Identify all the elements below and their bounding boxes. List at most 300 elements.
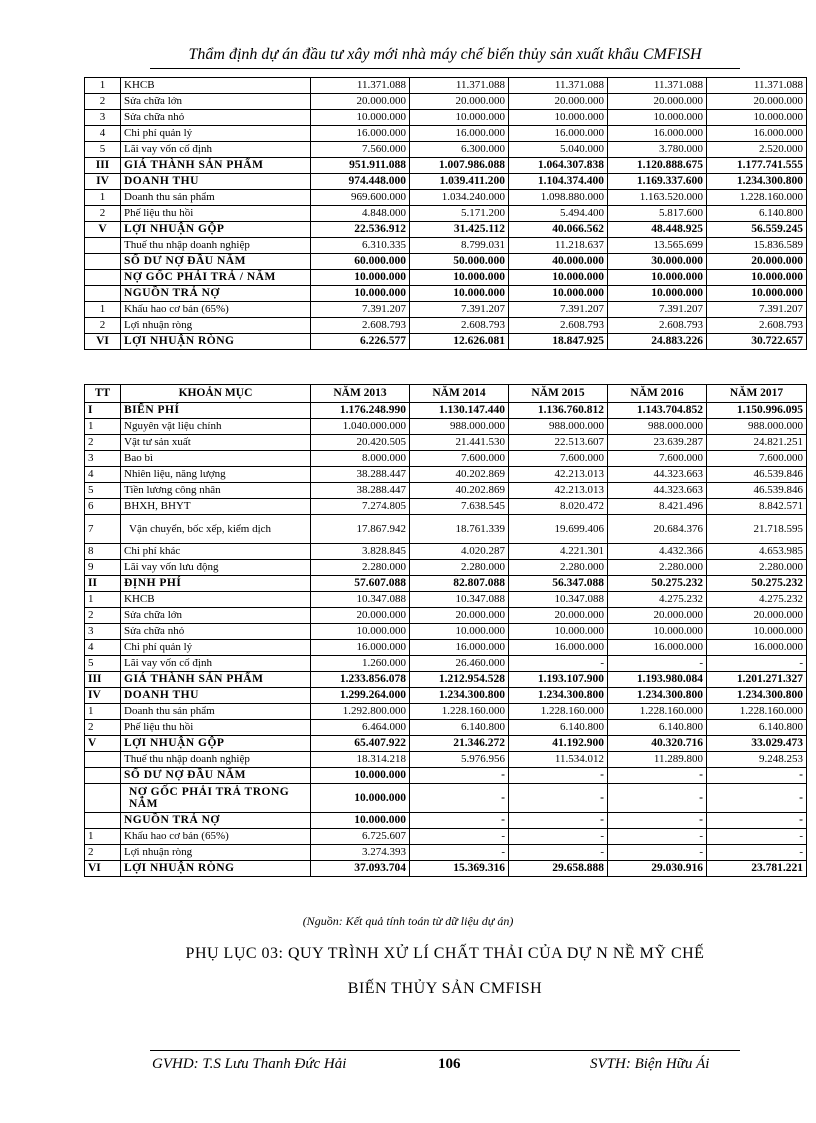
row-label: Lợi nhuận ròng — [121, 318, 311, 334]
table-row — [85, 784, 807, 813]
table-row — [85, 254, 807, 270]
row-label: DOANH THU — [121, 688, 311, 704]
row-value: 10.000.000 — [509, 624, 608, 640]
row-value: 10.347.088 — [311, 592, 410, 608]
row-value: 30.722.657 — [707, 334, 807, 350]
table-row — [85, 483, 807, 499]
row-label: DOANH THU — [121, 174, 311, 190]
row-value: 20.000.000 — [707, 94, 807, 110]
table-row — [85, 142, 807, 158]
row-value: 8.421.496 — [608, 499, 707, 515]
row-value: 6.725.607 — [311, 829, 410, 845]
row-tt: 2 — [85, 318, 121, 334]
table-row — [85, 640, 807, 656]
row-value: 16.000.000 — [509, 126, 608, 142]
row-value: 5.976.956 — [410, 752, 509, 768]
row-value: 8.000.000 — [311, 451, 410, 467]
row-value: 11.371.088 — [707, 78, 807, 94]
row-value: 2.280.000 — [608, 560, 707, 576]
row-value: 44.323.663 — [608, 467, 707, 483]
row-value: 46.539.846 — [707, 467, 807, 483]
row-label: NỢ GỐC PHẢI TRẢ / NĂM — [121, 270, 311, 286]
row-tt — [85, 768, 121, 784]
row-value: 8.842.571 — [707, 499, 807, 515]
row-label: Sửa chữa lớn — [121, 608, 311, 624]
row-value: - — [608, 845, 707, 861]
row-label: Chi phí quản lý — [121, 126, 311, 142]
row-tt: V — [85, 736, 121, 752]
table-row — [85, 286, 807, 302]
row-value: 12.626.081 — [410, 334, 509, 350]
row-value: 1.177.741.555 — [707, 158, 807, 174]
row-value: 11.534.012 — [509, 752, 608, 768]
row-value: 10.347.088 — [410, 592, 509, 608]
row-value: 50.275.232 — [608, 576, 707, 592]
table-row — [85, 515, 807, 544]
row-label: NGUỒN TRẢ NỢ — [121, 286, 311, 302]
row-value: 21.346.272 — [410, 736, 509, 752]
row-value: 2.608.793 — [410, 318, 509, 334]
row-value: 20.000.000 — [707, 608, 807, 624]
row-value: 2.520.000 — [707, 142, 807, 158]
table-row — [85, 845, 807, 861]
row-label: BHXH, BHYT — [121, 499, 311, 515]
row-tt: VI — [85, 861, 121, 877]
row-value: 48.448.925 — [608, 222, 707, 238]
table-row — [85, 861, 807, 877]
table-header-row — [85, 385, 807, 403]
row-value: 1.201.271.327 — [707, 672, 807, 688]
row-value: 21.441.530 — [410, 435, 509, 451]
row-value: 21.718.595 — [707, 515, 807, 544]
row-tt: 3 — [85, 110, 121, 126]
row-value: 988.000.000 — [608, 419, 707, 435]
row-value: 7.600.000 — [509, 451, 608, 467]
row-tt: 1 — [85, 419, 121, 435]
row-value: 11.371.088 — [509, 78, 608, 94]
row-value: 10.000.000 — [608, 286, 707, 302]
row-tt — [85, 270, 121, 286]
row-value: 1.299.264.000 — [311, 688, 410, 704]
row-value: 1.098.880.000 — [509, 190, 608, 206]
table-row — [85, 419, 807, 435]
row-value: 6.140.800 — [707, 206, 807, 222]
row-value: 56.347.088 — [509, 576, 608, 592]
row-tt: 2 — [85, 94, 121, 110]
row-label: LỢI NHUẬN RÒNG — [121, 861, 311, 877]
row-value: 16.000.000 — [707, 126, 807, 142]
row-value: 5.040.000 — [509, 142, 608, 158]
row-value: 22.536.912 — [311, 222, 410, 238]
row-value: 20.000.000 — [707, 254, 807, 270]
row-value: 16.000.000 — [509, 640, 608, 656]
row-value: 1.163.520.000 — [608, 190, 707, 206]
row-value: 10.000.000 — [311, 784, 410, 813]
row-value: 10.000.000 — [311, 270, 410, 286]
row-value: 10.000.000 — [410, 270, 509, 286]
row-tt: 5 — [85, 656, 121, 672]
table-row — [85, 238, 807, 254]
row-tt: III — [85, 672, 121, 688]
row-value: 40.320.716 — [608, 736, 707, 752]
row-value: - — [410, 784, 509, 813]
row-value: 4.020.287 — [410, 544, 509, 560]
row-value: 1.228.160.000 — [608, 704, 707, 720]
row-value: 10.000.000 — [707, 270, 807, 286]
row-label: Nguyên vật liệu chính — [121, 419, 311, 435]
row-label: GIÁ THÀNH SẢN PHẨM — [121, 158, 311, 174]
row-value: 1.193.107.900 — [509, 672, 608, 688]
table-row — [85, 158, 807, 174]
row-value: 11.371.088 — [410, 78, 509, 94]
row-value: 1.228.160.000 — [509, 704, 608, 720]
row-value: 65.407.922 — [311, 736, 410, 752]
table-row — [85, 608, 807, 624]
row-value: 2.608.793 — [311, 318, 410, 334]
row-tt — [85, 813, 121, 829]
row-label: Lãi vay vốn cố định — [121, 656, 311, 672]
row-value: 10.000.000 — [311, 624, 410, 640]
row-tt — [85, 286, 121, 302]
row-value: 2.608.793 — [707, 318, 807, 334]
row-value: 1.040.000.000 — [311, 419, 410, 435]
row-label: Lãi vay vốn lưu động — [121, 560, 311, 576]
row-value: - — [608, 784, 707, 813]
row-value: 4.275.232 — [707, 592, 807, 608]
row-value: 6.310.335 — [311, 238, 410, 254]
row-value: 19.699.406 — [509, 515, 608, 544]
row-value: 33.029.473 — [707, 736, 807, 752]
table-row — [85, 302, 807, 318]
table-row — [85, 813, 807, 829]
row-value: 46.539.846 — [707, 483, 807, 499]
row-value: 10.000.000 — [608, 270, 707, 286]
table-row — [85, 126, 807, 142]
table-row — [85, 94, 807, 110]
table-row — [85, 435, 807, 451]
row-label: Sửa chữa nhỏ — [121, 110, 311, 126]
row-value: - — [608, 768, 707, 784]
appendix-title-line1: PHỤ LỤC 03: QUY TRÌNH XỬ LÍ CHẤT THẢI CỦA DỰ N NỀ MỸ CHẾ — [185, 945, 705, 962]
row-tt: III — [85, 158, 121, 174]
row-tt: 2 — [85, 608, 121, 624]
row-value: 7.600.000 — [410, 451, 509, 467]
row-tt: 3 — [85, 624, 121, 640]
row-value: 40.066.562 — [509, 222, 608, 238]
row-tt: 2 — [85, 845, 121, 861]
row-value: - — [509, 829, 608, 845]
row-value: 7.274.805 — [311, 499, 410, 515]
row-value: 20.000.000 — [311, 608, 410, 624]
row-value: 10.000.000 — [410, 110, 509, 126]
row-value: 7.391.207 — [608, 302, 707, 318]
row-value: 11.289.800 — [608, 752, 707, 768]
row-value: 7.600.000 — [707, 451, 807, 467]
table-row — [85, 334, 807, 350]
row-value: 9.248.253 — [707, 752, 807, 768]
row-tt — [85, 254, 121, 270]
row-value: 16.000.000 — [311, 126, 410, 142]
row-value: - — [608, 656, 707, 672]
table-row — [85, 403, 807, 419]
row-value: 23.781.221 — [707, 861, 807, 877]
footer-supervisor: GVHD: T.S Lưu Thanh Đức Hải — [152, 1056, 347, 1072]
row-value: 41.192.900 — [509, 736, 608, 752]
row-value: 1.234.300.800 — [509, 688, 608, 704]
row-value: 2.608.793 — [608, 318, 707, 334]
row-value: 1.120.888.675 — [608, 158, 707, 174]
row-value: 20.000.000 — [608, 608, 707, 624]
row-value: 1.228.160.000 — [410, 704, 509, 720]
row-tt: 1 — [85, 592, 121, 608]
row-value: 22.513.607 — [509, 435, 608, 451]
row-label: Phế liệu thu hồi — [121, 720, 311, 736]
row-value: 16.000.000 — [608, 126, 707, 142]
row-value: 26.460.000 — [410, 656, 509, 672]
table-row — [85, 736, 807, 752]
row-tt — [85, 752, 121, 768]
row-tt: 4 — [85, 467, 121, 483]
row-value: 5.171.200 — [410, 206, 509, 222]
table-row — [85, 829, 807, 845]
row-value: 1.104.374.400 — [509, 174, 608, 190]
row-value: 1.212.954.528 — [410, 672, 509, 688]
row-value: 50.000.000 — [410, 254, 509, 270]
row-value: 10.000.000 — [410, 286, 509, 302]
row-value: 988.000.000 — [410, 419, 509, 435]
row-value: 40.202.869 — [410, 483, 509, 499]
row-value: 23.639.287 — [608, 435, 707, 451]
row-label: Bao bì — [121, 451, 311, 467]
row-value: 56.559.245 — [707, 222, 807, 238]
col-header-khoan-muc: KHOẢN MỤC — [121, 385, 311, 403]
table-row — [85, 110, 807, 126]
row-value: 38.288.447 — [311, 483, 410, 499]
row-label: Khấu hao cơ bản (65%) — [121, 302, 311, 318]
row-value: - — [509, 845, 608, 861]
row-value: 1.150.996.095 — [707, 403, 807, 419]
row-value: 10.000.000 — [311, 813, 410, 829]
row-tt: I — [85, 403, 121, 419]
row-value: - — [707, 656, 807, 672]
row-value: 10.000.000 — [509, 270, 608, 286]
row-value: 31.425.112 — [410, 222, 509, 238]
table-row — [85, 190, 807, 206]
row-value: 18.314.218 — [311, 752, 410, 768]
row-value: 5.494.400 — [509, 206, 608, 222]
row-tt: 9 — [85, 560, 121, 576]
row-value: 1.143.704.852 — [608, 403, 707, 419]
row-value: 10.347.088 — [509, 592, 608, 608]
row-label: Khấu hao cơ bản (65%) — [121, 829, 311, 845]
row-label: Doanh thu sản phẩm — [121, 704, 311, 720]
row-value: 1.169.337.600 — [608, 174, 707, 190]
page-header-title: Thẩm định dự án đầu tư xây mới nhà máy chế biến thủy sản xuất khẩu CMFISH — [188, 46, 702, 63]
table-row — [85, 768, 807, 784]
row-value: - — [509, 784, 608, 813]
row-value: 40.000.000 — [509, 254, 608, 270]
row-value: 10.000.000 — [707, 286, 807, 302]
row-value: 38.288.447 — [311, 467, 410, 483]
row-value: 10.000.000 — [707, 110, 807, 126]
row-value: 16.000.000 — [707, 640, 807, 656]
row-value: 10.000.000 — [311, 286, 410, 302]
row-value: 1.234.300.800 — [608, 688, 707, 704]
table-row — [85, 544, 807, 560]
row-tt: II — [85, 576, 121, 592]
row-label: LỢI NHUẬN RÒNG — [121, 334, 311, 350]
row-value: 1.034.240.000 — [410, 190, 509, 206]
table-row — [85, 720, 807, 736]
row-value: 988.000.000 — [707, 419, 807, 435]
row-value: 2.280.000 — [707, 560, 807, 576]
col-header-tt: TT — [85, 385, 121, 403]
table-row — [85, 576, 807, 592]
footer-rule — [150, 1050, 740, 1051]
row-value: - — [509, 768, 608, 784]
row-label: LỢI NHUẬN GỘP — [121, 736, 311, 752]
row-value: 2.280.000 — [509, 560, 608, 576]
row-value: 10.000.000 — [608, 110, 707, 126]
row-label: NGUỒN TRẢ NỢ — [121, 813, 311, 829]
page-number: 106 — [438, 1056, 461, 1072]
row-value: 17.867.942 — [311, 515, 410, 544]
row-label: Thuế thu nhập doanh nghiệp — [121, 238, 311, 254]
row-value: 82.807.088 — [410, 576, 509, 592]
row-value: 24.821.251 — [707, 435, 807, 451]
row-tt: 2 — [85, 206, 121, 222]
row-value: 5.817.600 — [608, 206, 707, 222]
row-value: 16.000.000 — [410, 126, 509, 142]
row-value: 7.391.207 — [410, 302, 509, 318]
row-value: 11.371.088 — [311, 78, 410, 94]
row-value: 2.280.000 — [311, 560, 410, 576]
row-value: 1.234.300.800 — [707, 174, 807, 190]
row-value: 18.761.339 — [410, 515, 509, 544]
table-row — [85, 206, 807, 222]
row-value: - — [410, 829, 509, 845]
appendix-title-line2: BIẾN THỦY SẢN CMFISH — [347, 980, 543, 997]
row-value: 951.911.088 — [311, 158, 410, 174]
row-value: 10.000.000 — [311, 768, 410, 784]
table-row — [85, 270, 807, 286]
row-value: 1.176.248.990 — [311, 403, 410, 419]
row-label: Lãi vay vốn cố định — [121, 142, 311, 158]
row-label: Vật tư sản xuất — [121, 435, 311, 451]
row-label: Chi phí khác — [121, 544, 311, 560]
row-value: - — [608, 813, 707, 829]
row-label: Nhiên liệu, năng lượng — [121, 467, 311, 483]
row-value: 11.371.088 — [608, 78, 707, 94]
row-value: 3.828.845 — [311, 544, 410, 560]
row-value: 42.213.013 — [509, 467, 608, 483]
row-value: 11.218.637 — [509, 238, 608, 254]
row-value: 1.130.147.440 — [410, 403, 509, 419]
source-note: (Nguồn: Kết quả tính toán từ dữ liệu dự án) — [302, 914, 514, 928]
table-row — [85, 688, 807, 704]
col-header-2014: NĂM 2014 — [410, 385, 509, 403]
table-row — [85, 499, 807, 515]
row-tt: 1 — [85, 78, 121, 94]
row-label: KHCB — [121, 78, 311, 94]
row-value: 6.226.577 — [311, 334, 410, 350]
row-value: 30.000.000 — [608, 254, 707, 270]
row-value: 10.000.000 — [509, 286, 608, 302]
row-value: 1.228.160.000 — [707, 190, 807, 206]
row-value: 57.607.088 — [311, 576, 410, 592]
table-row — [85, 451, 807, 467]
table-row — [85, 656, 807, 672]
row-label: Sửa chữa nhỏ — [121, 624, 311, 640]
row-label: NỢ GỐC PHẢI TRẢ TRONG NĂM — [121, 784, 311, 813]
row-label: Chi phí quản lý — [121, 640, 311, 656]
financial-table-continued — [84, 77, 807, 350]
row-tt: 2 — [85, 435, 121, 451]
row-value: 13.565.699 — [608, 238, 707, 254]
row-value: 7.391.207 — [311, 302, 410, 318]
table-row — [85, 704, 807, 720]
row-value: 7.600.000 — [608, 451, 707, 467]
footer-student: SVTH: Biện Hữu Ái — [590, 1056, 710, 1072]
row-tt: 2 — [85, 720, 121, 736]
row-tt — [85, 784, 121, 813]
row-value: - — [707, 768, 807, 784]
row-value: 974.448.000 — [311, 174, 410, 190]
row-value: 10.000.000 — [410, 624, 509, 640]
row-value: 10.000.000 — [707, 624, 807, 640]
row-value: 7.391.207 — [707, 302, 807, 318]
row-value: 40.202.869 — [410, 467, 509, 483]
row-value: 1.233.856.078 — [311, 672, 410, 688]
row-label: KHCB — [121, 592, 311, 608]
row-value: 29.658.888 — [509, 861, 608, 877]
row-value: 1.039.411.200 — [410, 174, 509, 190]
row-value: 20.000.000 — [509, 608, 608, 624]
row-value: 1.064.307.838 — [509, 158, 608, 174]
row-value: 6.300.000 — [410, 142, 509, 158]
table-row — [85, 592, 807, 608]
row-label: Phế liệu thu hồi — [121, 206, 311, 222]
table-row — [85, 560, 807, 576]
row-value: 1.228.160.000 — [707, 704, 807, 720]
row-value: 16.000.000 — [410, 640, 509, 656]
table-row — [85, 78, 807, 94]
row-tt: 7 — [85, 515, 121, 544]
row-value: 2.280.000 — [410, 560, 509, 576]
row-value: 44.323.663 — [608, 483, 707, 499]
col-header-2016: NĂM 2016 — [608, 385, 707, 403]
row-value: - — [707, 829, 807, 845]
row-value: 60.000.000 — [311, 254, 410, 270]
table-row — [85, 672, 807, 688]
row-tt: 1 — [85, 704, 121, 720]
row-value: 7.391.207 — [509, 302, 608, 318]
row-label: Tiền lương công nhân — [121, 483, 311, 499]
row-value: 1.007.986.088 — [410, 158, 509, 174]
row-value: 10.000.000 — [608, 624, 707, 640]
row-label: BIẾN PHÍ — [121, 403, 311, 419]
row-value: 1.136.760.812 — [509, 403, 608, 419]
row-value: 8.020.472 — [509, 499, 608, 515]
table-row — [85, 318, 807, 334]
row-label: Doanh thu sản phẩm — [121, 190, 311, 206]
row-label: SỐ DƯ NỢ ĐẦU NĂM — [121, 768, 311, 784]
row-label: Vận chuyển, bốc xếp, kiểm dịch — [121, 515, 311, 544]
row-label: SỐ DƯ NỢ ĐẦU NĂM — [121, 254, 311, 270]
row-value: 988.000.000 — [509, 419, 608, 435]
row-label: Thuế thu nhập doanh nghiệp — [121, 752, 311, 768]
row-value: - — [608, 829, 707, 845]
